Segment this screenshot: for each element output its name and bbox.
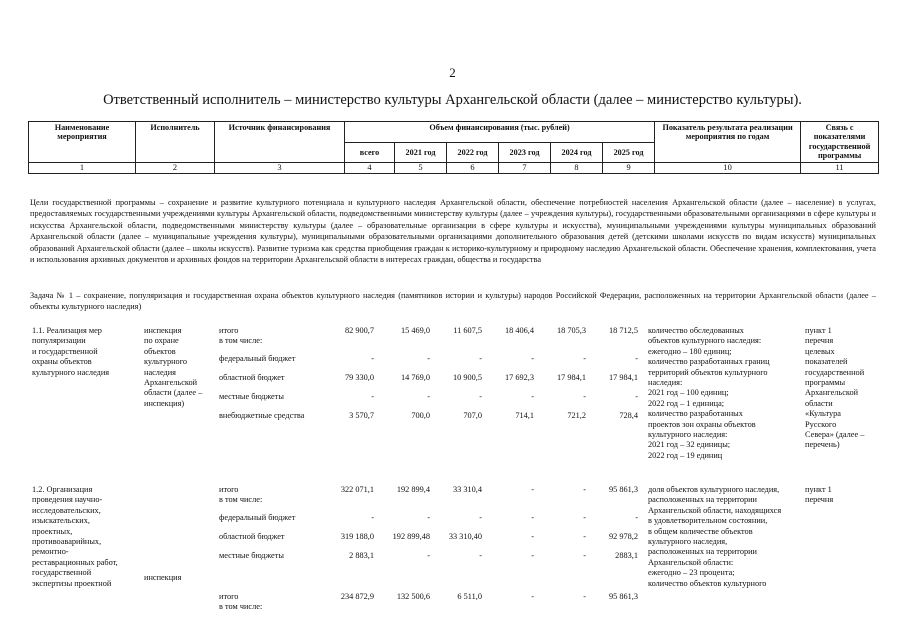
funding-value: 714,1 (515, 411, 534, 420)
measure-indicator: Архангельской области, находящихся (648, 505, 782, 515)
funding-value: - (531, 392, 534, 401)
funding-value: - (583, 532, 586, 541)
measure-name: популяризации (32, 336, 86, 346)
program-link: государственной (805, 367, 865, 377)
measure-indicator: расположенных на территории (648, 495, 757, 505)
source-label: итого (219, 592, 239, 601)
measure-indicator: доля объектов культурного наследия, (648, 485, 780, 494)
program-link: перечень) (805, 440, 840, 450)
column-number: 4 (345, 163, 395, 174)
measure-name: ремонтно- (32, 547, 69, 557)
source-label: итого (219, 326, 239, 335)
header-total: всего (345, 142, 395, 163)
funding-value: 3 570,7 (349, 411, 374, 420)
funding-value: 17 984,1 (556, 373, 586, 382)
measure-executor: инспекция) (144, 398, 185, 408)
program-link: показателей (805, 357, 848, 367)
measure-indicator: проектов зон охраны объектов (648, 419, 756, 429)
measure-indicator: 2022 год – 19 единиц (648, 450, 723, 460)
measure-name: 1.1. Реализация мер (32, 326, 102, 335)
funding-value: - (635, 513, 638, 522)
measure-name: и государственной (32, 346, 98, 356)
column-number: 2 (136, 163, 215, 174)
column-number: 11 (801, 163, 879, 174)
measure-executor: области (далее – (144, 388, 203, 398)
measure-name: 1.2. Организация (32, 485, 93, 494)
funding-value: - (427, 551, 430, 560)
column-number: 10 (655, 163, 801, 174)
funding-value: - (371, 354, 374, 363)
header-name: Наименование мероприятия (29, 122, 136, 163)
funding-value: 33 310,4 (452, 485, 482, 494)
measure-name: экспертизы проектной (32, 578, 112, 588)
program-link: Севера» (далее – (805, 430, 865, 439)
measure-indicator: объектов культурного наследия: (648, 336, 762, 346)
measure-indicator: ежегодно – 180 единиц; (648, 346, 732, 356)
funding-value: 79 330,0 (344, 373, 374, 382)
column-number: 5 (395, 163, 447, 174)
funding-value: - (583, 592, 586, 601)
measure-indicator: количество обследованных (648, 326, 744, 335)
header-indicator: Показатель результата реализации мероприятия по годам (655, 122, 801, 163)
funding-value: 192 899,48 (392, 532, 430, 541)
source-label: местные бюджеты (219, 392, 284, 401)
header-funding-group: Объем финансирования (тыс. рублей) (345, 122, 655, 143)
measure-name: реставрационных работ, (32, 557, 118, 567)
column-number: 6 (447, 163, 499, 174)
measure-indicator: культурного наследия: (648, 430, 728, 439)
measure-indicator: расположенных на территории (648, 547, 757, 557)
funding-value: - (371, 392, 374, 401)
program-goal-text: Цели государственной программы – сохранение и развитие культурного потенциала и культурного наследия Архангельской области, обеспечение потребностей населения Архангельской области (далее – население) в услугах, предоставляемых государственными учреждениями культуры Архангельской области, подведомственными министерству культуры (далее – учреждения культуры), государственными образовательными организациями в сфере культуры и искусства Архангельской области, подведомственными министерству культуры (далее – образовательные организации в сфере культуры и искусства), муниципальными учреждениями культуры муниципальных образований Архангельской области (далее – муниципальные учреждения культуры), муниципальными образовательными организациями дополнительного образования детей (детскими школами искусств по видам искусств) муниципальных образований Архангельской области (далее – школы искусств). Развитие туризма как средства приобщения граждан к историко-культурному и природному наследию Архангельской области. Обеспечение хранения, комплектования, учета и использования архивных документов и архивных фондов на территории Архангельской области в интересах граждан, общества и государства (30, 198, 876, 265)
funding-value: 728,4 (619, 411, 638, 420)
measure-indicator: 2022 год – 1 единица; (648, 398, 725, 408)
header-source: Источник финансирования (215, 122, 345, 163)
page-number: 2 (449, 65, 456, 80)
funding-value: 82 900,7 (344, 326, 374, 335)
measure-executor: культурного (144, 357, 188, 367)
funding-value: - (427, 392, 430, 401)
funding-value: - (479, 354, 482, 363)
funding-value: - (531, 485, 534, 494)
measure-name: противоаварийных, (32, 537, 102, 546)
funding-value: 33 310,40 (448, 532, 482, 541)
funding-value: 18 406,4 (504, 326, 534, 335)
source-sublabel: в том числе: (219, 602, 263, 612)
funding-value: 707,0 (463, 411, 482, 420)
program-link: пункт 1 (805, 326, 832, 335)
measure-indicator: территорий объектов культурного (648, 367, 768, 377)
program-link: области (805, 398, 833, 408)
program-link: «Культура (805, 409, 841, 419)
source-label: федеральный бюджет (219, 513, 296, 522)
funding-value: 132 500,6 (396, 592, 430, 601)
funding-value: 10 900,5 (452, 373, 482, 382)
header-year-2021: 2021 год (395, 142, 447, 163)
source-label: внебюджетные средства (219, 411, 305, 420)
funding-value: 322 071,1 (340, 485, 374, 494)
funding-value: - (583, 392, 586, 401)
measure-indicator: в общем количестве объектов (648, 526, 753, 536)
header-executor: Исполнитель (136, 122, 215, 163)
program-link: программы (805, 378, 846, 387)
measure-name: проектных, (32, 526, 73, 536)
funding-value: 234 872,9 (340, 592, 374, 601)
header-table (28, 121, 879, 174)
source-label: областной бюджет (219, 532, 285, 541)
program-link: Архангельской (805, 388, 859, 398)
funding-value: 319 188,0 (340, 532, 374, 541)
source-label: итого (219, 485, 239, 494)
funding-value: 95 861,3 (608, 485, 638, 494)
funding-value: - (479, 513, 482, 522)
measure-name: изыскательских, (32, 516, 90, 526)
funding-value: - (583, 354, 586, 363)
funding-value: 17 984,1 (608, 373, 638, 382)
measure-executor: объектов (144, 346, 176, 356)
funding-value: - (583, 513, 586, 522)
funding-value: 95 861,3 (608, 592, 638, 601)
header-link: Связь с показателями государственной программы (801, 122, 879, 163)
header-year-2024: 2024 год (551, 142, 603, 163)
measure-indicator: количество разработанных (648, 409, 743, 419)
source-label: федеральный бюджет (219, 354, 296, 363)
funding-value: - (583, 551, 586, 560)
source-label: местные бюджеты (219, 551, 284, 560)
funding-value: - (531, 354, 534, 363)
funding-value: - (635, 354, 638, 363)
measure-executor: по охране (144, 336, 179, 346)
funding-value: - (531, 592, 534, 601)
program-link: перечня (805, 336, 834, 346)
funding-value: 2 883,1 (349, 551, 374, 560)
measure-executor: инспекция (144, 326, 182, 335)
funding-value: 6 511,0 (457, 592, 482, 601)
measure-indicator: ежегодно – 23 процента; (648, 568, 735, 578)
program-link: целевых (805, 346, 835, 356)
measure-name: исследовательских, (32, 505, 101, 515)
measure-executor: наследия (144, 367, 176, 377)
funding-value: 92 978,2 (608, 532, 638, 541)
measure-indicator: количество разработанных границ (648, 357, 770, 367)
measure-indicator: Архангельской области: (648, 557, 734, 567)
column-number: 1 (29, 163, 136, 174)
funding-value: 700,0 (411, 411, 430, 420)
measure-name: охраны объектов (32, 357, 92, 367)
measure-executor: инспекция (144, 573, 182, 582)
measure-indicator: количество объектов культурного (648, 578, 767, 588)
funding-value: - (427, 513, 430, 522)
measure-name: культурного наследия (32, 367, 110, 377)
funding-value: 192 899,4 (396, 485, 430, 494)
funding-value: - (583, 485, 586, 494)
header-year-2025: 2025 год (603, 142, 655, 163)
funding-value: 17 692,3 (504, 373, 534, 382)
measure-executor: Архангельской (144, 378, 198, 387)
header-year-2022: 2022 год (447, 142, 499, 163)
funding-value: - (635, 392, 638, 401)
funding-value: 18 712,5 (608, 326, 638, 335)
column-number: 9 (603, 163, 655, 174)
measure-indicator: культурного наследия, (648, 537, 728, 546)
measure-name: проведения научно- (32, 495, 103, 505)
funding-value: 18 705,3 (556, 326, 586, 335)
funding-value: 2883,1 (615, 551, 638, 560)
program-link: Русского (805, 419, 837, 429)
funding-value: - (531, 551, 534, 560)
funding-value: - (479, 392, 482, 401)
header-year-2023: 2023 год (499, 142, 551, 163)
document-title: Ответственный исполнитель – министерство культуры Архангельской области (далее – министерство культуры). (103, 92, 802, 108)
column-number: 7 (499, 163, 551, 174)
column-number: 3 (215, 163, 345, 174)
column-number: 8 (551, 163, 603, 174)
program-link: перечня (805, 495, 834, 505)
funding-value: - (531, 532, 534, 541)
funding-value: 721,2 (567, 411, 586, 420)
funding-value: 11 607,5 (453, 326, 482, 335)
measure-indicator: в удовлетворительном состоянии, (648, 516, 768, 526)
measure-indicator: 2021 год – 32 единицы; (648, 440, 731, 450)
measure-indicator: 2021 год – 100 единиц; (648, 388, 729, 398)
funding-value: 14 769,0 (400, 373, 430, 382)
column-numbers-row (29, 163, 879, 174)
source-label: областной бюджет (219, 373, 285, 382)
measure-name: государственной (32, 568, 92, 578)
measure-indicator: наследия: (648, 378, 683, 387)
task-1-text: Задача № 1 – сохранение, популяризация и государственная охрана объектов культурного наследия (памятников истории и культуры) народов Российской Федерации, расположенных на территории Архангельской области (далее – объекты культурного наследия) (30, 291, 876, 312)
funding-value: - (371, 513, 374, 522)
source-sublabel: в том числе: (219, 495, 263, 505)
funding-value: 15 469,0 (400, 326, 430, 335)
source-sublabel: в том числе: (219, 336, 263, 346)
funding-value: - (427, 354, 430, 363)
program-link: пункт 1 (805, 485, 832, 494)
funding-value: - (479, 551, 482, 560)
funding-value: - (531, 513, 534, 522)
